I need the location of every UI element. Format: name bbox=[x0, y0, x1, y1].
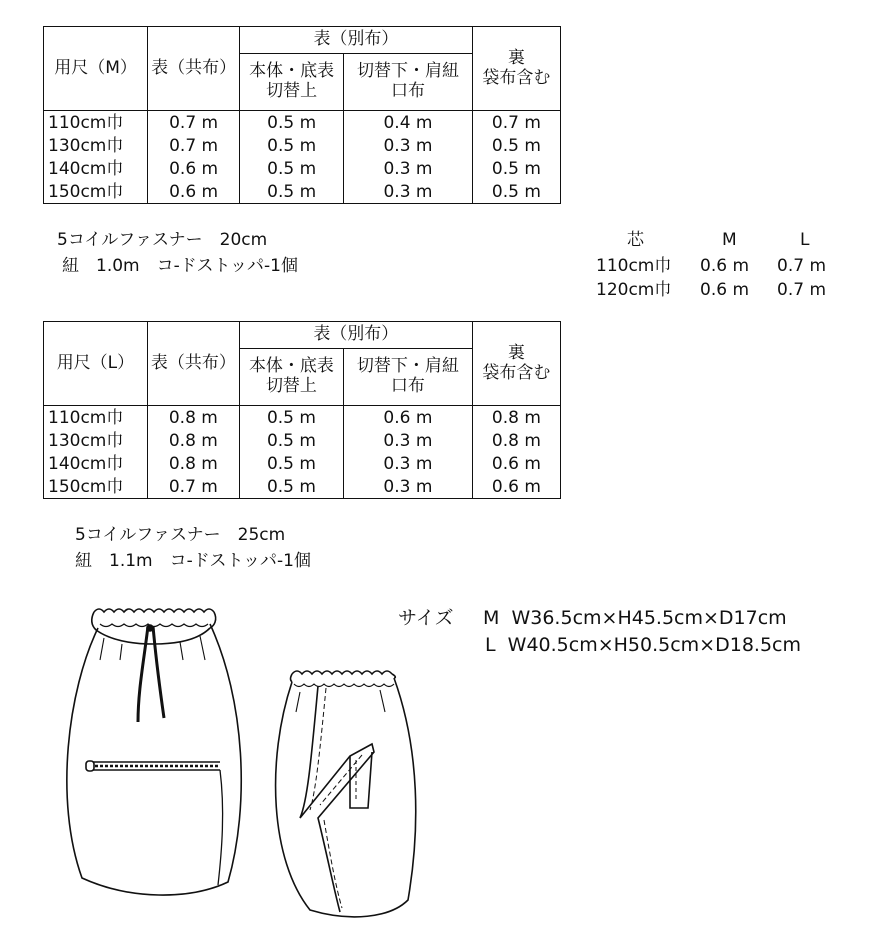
ura-cell: 0.6 m bbox=[472, 452, 560, 475]
size-cell: 140cm巾 bbox=[44, 452, 148, 475]
ura-cell: 0.5 m bbox=[472, 180, 560, 204]
size-l-dimensions: L W40.5cm×H50.5cm×D18.5cm bbox=[485, 634, 801, 656]
interfacing-col-l: L bbox=[800, 230, 810, 250]
table-row bbox=[44, 452, 561, 475]
size-header: 用尺（M） bbox=[44, 27, 148, 111]
ura-header bbox=[472, 27, 560, 111]
ura-sublabel: 袋布含む bbox=[482, 362, 551, 383]
cord-note-l: 紐 1.1m コ-ドストッパ-1個 bbox=[75, 551, 311, 571]
kyofu-cell: 0.6 m bbox=[148, 180, 240, 204]
hontai-cell: 0.5 m bbox=[239, 429, 343, 452]
kirikae-cell: 0.3 m bbox=[344, 452, 473, 475]
kirikae-header: 切替下・肩紐 口布 bbox=[344, 349, 473, 406]
size-cell: 130cm巾 bbox=[44, 134, 148, 157]
hontai-header: 本体・底表 切替上 bbox=[240, 54, 344, 111]
ura-cell: 0.6 m bbox=[472, 475, 560, 499]
kyofu-cell: 0.8 m bbox=[147, 452, 239, 475]
ura-label: 裏 bbox=[507, 47, 525, 68]
hontai-cell: 0.5 m bbox=[240, 180, 344, 204]
interfacing-m-value: 0.6 m bbox=[700, 256, 749, 276]
ura-label: 裏 bbox=[507, 342, 525, 363]
size-header: 用尺（L） bbox=[44, 322, 148, 406]
ura-cell: 0.5 m bbox=[472, 157, 560, 180]
bag-side-illustration bbox=[270, 660, 430, 925]
kirikae-cell: 0.3 m bbox=[344, 429, 473, 452]
size-m-dimensions: M W36.5cm×H45.5cm×D17cm bbox=[483, 607, 787, 629]
table-row bbox=[44, 429, 561, 452]
kyofu-cell: 0.7 m bbox=[147, 475, 239, 499]
interfacing-m-value: 0.6 m bbox=[700, 280, 749, 300]
zipper-note-l: 5コイルファスナー 25cm bbox=[75, 525, 286, 545]
kyofu-cell: 0.7 m bbox=[148, 111, 240, 135]
kirikae-cell: 0.3 m bbox=[344, 475, 473, 499]
kirikae-header: 切替下・肩紐 口布 bbox=[344, 54, 473, 111]
cord-note-m: 紐 1.0m コ-ドストッパ-1個 bbox=[62, 256, 298, 276]
ura-cell: 0.8 m bbox=[472, 406, 560, 430]
interfacing-l-value: 0.7 m bbox=[777, 280, 826, 300]
hontai-cell: 0.5 m bbox=[239, 452, 343, 475]
size-cell: 150cm巾 bbox=[44, 475, 148, 499]
ura-cell: 0.5 m bbox=[472, 134, 560, 157]
ura-header bbox=[472, 322, 560, 406]
omote-betsu-header: 表（別布） bbox=[239, 322, 472, 349]
ura-cell: 0.7 m bbox=[472, 111, 560, 135]
hontai-cell: 0.5 m bbox=[239, 475, 343, 499]
ura-cell: 0.8 m bbox=[472, 429, 560, 452]
kirikae-cell: 0.3 m bbox=[344, 157, 473, 180]
interfacing-col-m: M bbox=[722, 230, 737, 250]
kirikae-cell: 0.4 m bbox=[344, 111, 473, 135]
interfacing-width: 120cm巾 bbox=[596, 280, 672, 300]
omote-kyofu-header: 表（共布） bbox=[148, 27, 240, 111]
table-row bbox=[44, 180, 561, 204]
interfacing-header: 芯 bbox=[627, 230, 644, 250]
kyofu-cell: 0.8 m bbox=[147, 429, 239, 452]
table-row bbox=[44, 157, 561, 180]
kirikae-cell: 0.6 m bbox=[344, 406, 473, 430]
table-row bbox=[44, 406, 561, 430]
table-row bbox=[44, 111, 561, 135]
omote-betsu-header: 表（別布） bbox=[240, 27, 473, 54]
size-cell: 150cm巾 bbox=[44, 180, 148, 204]
zipper-note-m: 5コイルファスナー 20cm bbox=[57, 230, 268, 250]
kirikae-cell: 0.3 m bbox=[344, 180, 473, 204]
bag-front-illustration bbox=[60, 600, 250, 905]
kyofu-cell: 0.6 m bbox=[148, 157, 240, 180]
kyofu-cell: 0.7 m bbox=[148, 134, 240, 157]
size-cell: 110cm巾 bbox=[44, 111, 148, 135]
hontai-header: 本体・底表 切替上 bbox=[239, 349, 343, 406]
hontai-cell: 0.5 m bbox=[240, 111, 344, 135]
kyofu-cell: 0.8 m bbox=[147, 406, 239, 430]
ura-sublabel: 袋布含む bbox=[482, 67, 551, 88]
hontai-cell: 0.5 m bbox=[240, 157, 344, 180]
size-label: サイズ bbox=[398, 607, 454, 629]
table-row bbox=[44, 134, 561, 157]
interfacing-l-value: 0.7 m bbox=[777, 256, 826, 276]
omote-kyofu-header: 表（共布） bbox=[147, 322, 239, 406]
yardage-table-m bbox=[43, 26, 561, 204]
hontai-cell: 0.5 m bbox=[239, 406, 343, 430]
kirikae-cell: 0.3 m bbox=[344, 134, 473, 157]
size-cell: 140cm巾 bbox=[44, 157, 148, 180]
interfacing-width: 110cm巾 bbox=[596, 256, 672, 276]
yardage-table-l bbox=[43, 321, 561, 499]
table-row bbox=[44, 475, 561, 499]
size-cell: 130cm巾 bbox=[44, 429, 148, 452]
size-cell: 110cm巾 bbox=[44, 406, 148, 430]
hontai-cell: 0.5 m bbox=[240, 134, 344, 157]
